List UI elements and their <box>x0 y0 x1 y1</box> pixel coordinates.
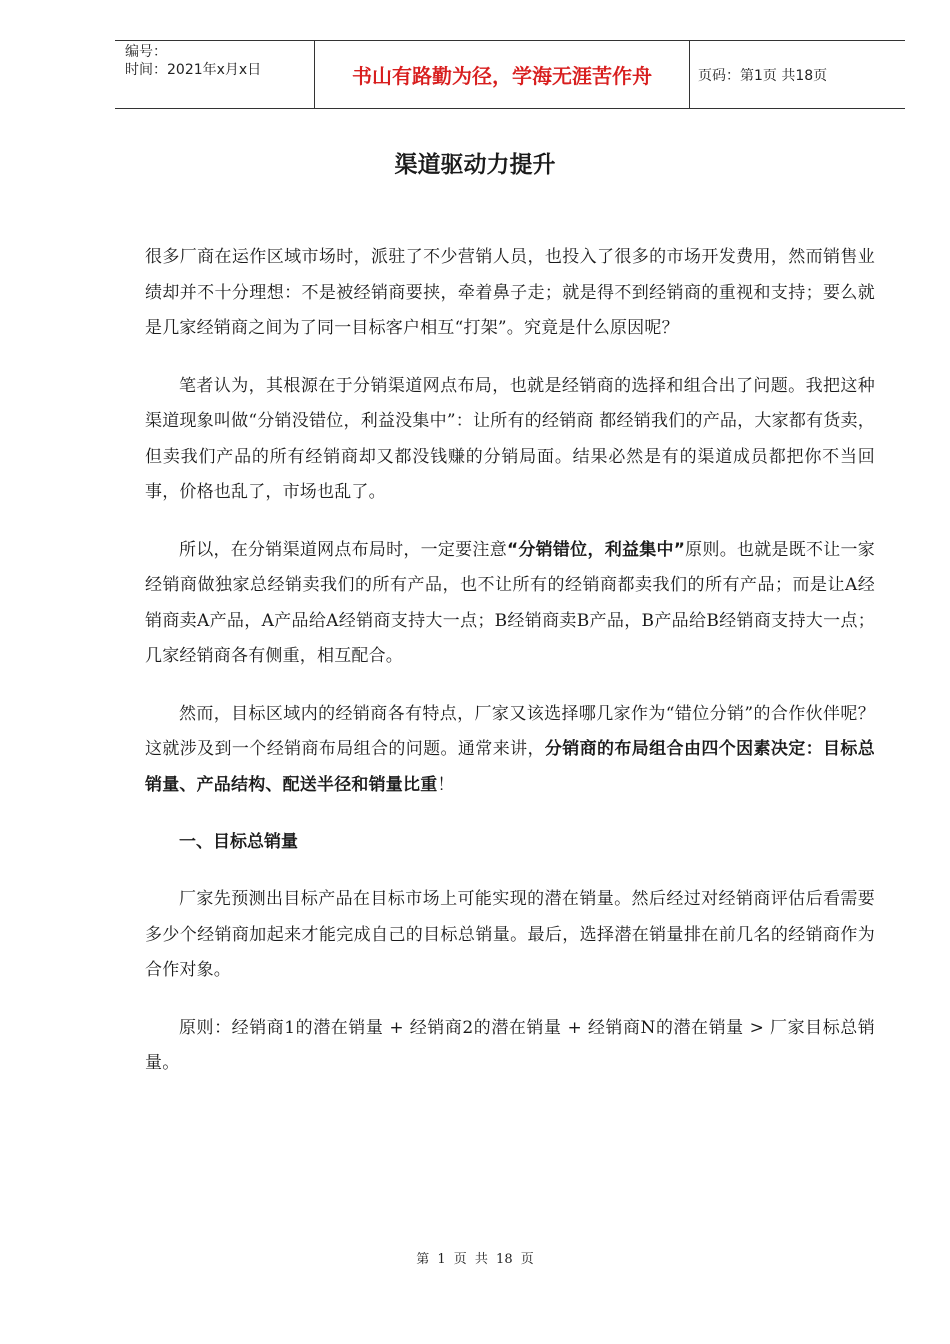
paragraph-6: 原则：经销商1的潜在销量 + 经销商2的潜在销量 + 经销商N的潜在销量 > 厂家目标总销量。 <box>145 1017 875 1073</box>
header-meta <box>115 41 315 108</box>
paragraph-2: 笔者认为，其根源在于分销渠道网点布局，也就是经销商的选择和组合出了问题。我把这种渠道现象叫做“分销没错位，利益没集中”：让所有的经销商 都经销我们的产品，大家都有货卖，但卖我们产品的所有经销商却又都没钱赚的分销局面。结果必然是有的渠道成员都把你不当回事，价格也乱了，市场也乱了。 <box>145 375 875 502</box>
paragraph-4-emphasis: 分销商的布局组合由四个因素决定：目标总销量、产品结构、配送半径和销量比重 <box>145 739 875 795</box>
paragraph-5: 厂家先预测出目标产品在目标市场上可能实现的潜在销量。然后经过对经销商评估后看需要多少个经销商加起来才能完成自己的目标总销量。最后，选择潜在销量排在前几名的经销商作为合作对象。 <box>145 889 875 980</box>
paragraph-3 <box>145 533 875 675</box>
header-time: 时间：2021年x月x日 <box>125 62 262 78</box>
header-motto: 书山有路勤为径，学海无涯苦作舟 <box>315 41 690 108</box>
paragraph-4-text-a: 然而，目标区域内的经销商各有特点，厂家又该选择哪几家作为“错位分销”的合作伙伴呢？这就涉及到一个经销商布局组合的问题。通常来讲， <box>145 703 875 759</box>
page-footer: 第 1 页 共 18 页 <box>416 1252 534 1267</box>
paragraph-4 <box>145 697 875 804</box>
paragraph-3-text-a: 所以，在分销渠道网点布局时，一定要注意 <box>179 539 507 560</box>
paragraph-1: 很多厂商在运作区域市场时，派驻了不少营销人员，也投入了很多的市场开发费用，然而销售业绩却并不十分理想：不是被经销商要挟，牵着鼻子走；就是得不到经销商的重视和支持；要么就是几家经销商之间为了同一目标客户相互“打架”。究竟是什么原因呢？ <box>145 247 875 338</box>
header-number: 编号： <box>125 44 167 60</box>
paragraph-3-emphasis: “分销错位，利益集中” <box>506 539 686 560</box>
document-body <box>145 240 875 1104</box>
document-title: 渠道驱动力提升 <box>394 152 556 178</box>
header-page-number: 页码：第1页 共18页 <box>698 67 828 84</box>
paragraph-4-text-b: ！ <box>437 774 455 795</box>
paragraph-3-text-b: 原则。也就是既不让一家经销商做独家总经销卖我们的所有产品，也不让所有的经销商都卖我们的所有产品；而是让A经销商卖A产品，A产品给A经销商支持大一点；B经销商卖B产品，B产品给B经销商支持大一点；几家经销商各有侧重，相互配合。 <box>145 539 875 666</box>
section-heading-1: 一、目标总销量 <box>179 832 298 852</box>
page-header <box>115 40 905 109</box>
